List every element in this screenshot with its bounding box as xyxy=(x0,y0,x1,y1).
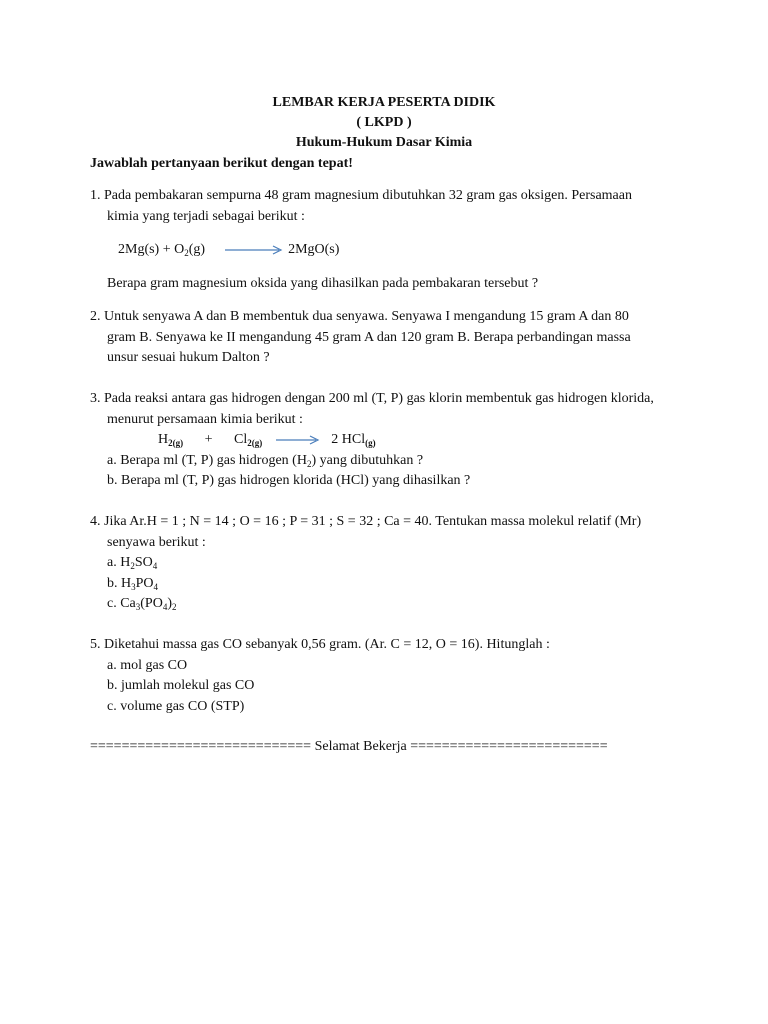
question-3 xyxy=(90,389,710,492)
question-1-question: Berapa gram magnesium oksida yang dihasilkan pada pembakaran tersebut ? xyxy=(107,275,539,291)
eq3-chlorine: $Cl_{2(g)}$ xyxy=(234,432,263,448)
question-4-line-2: senyawa berikut : xyxy=(107,534,206,550)
question-2-line-1: 2. Untuk senyawa A dan B membentuk dua senyawa. Senyawa I mengandung 15 gram A dan 80 xyxy=(90,309,629,324)
question-3-equation xyxy=(90,430,710,451)
worksheet-topic: Hukum-Hukum Dasar Kimia xyxy=(295,135,473,150)
reaction-arrow-icon xyxy=(276,435,322,445)
instruction-text: Jawablah pertanyaan berikut dengan tepat! xyxy=(90,156,353,171)
question-3-item-b: b. Berapa ml (T, P) gas hidrogen klorida (HCl) yang dihasilkan ? xyxy=(107,473,471,488)
question-3-item-a: a. Berapa ml (T, P) gas hidrogen $(H_2)$ yang dibutuhkan ? xyxy=(107,452,424,469)
eq1-reactants: $2Mg(s) + O_2(g)$ xyxy=(118,242,206,258)
worksheet-subtitle: ( LKPD ) xyxy=(356,115,412,130)
eq3-product: 2 HCl$_{(g)}$ xyxy=(331,432,376,448)
question-2-line-2: gram B. Senyawa ke II mengandung 45 gram A dan 120 gram B. Berapa perbandingan massa xyxy=(107,329,631,345)
reaction-arrow-icon xyxy=(225,245,285,255)
question-5 xyxy=(90,635,710,717)
question-5-line-1: 5. Diketahui massa gas CO sebanyak 0,56 gram. (Ar. C = 12, O = 16). Hitunglah : xyxy=(90,637,550,652)
worksheet-header xyxy=(0,93,768,153)
question-5-item-a: a. mol gas CO xyxy=(107,657,188,673)
question-1-line-1: 1. Pada pembakaran sempurna 48 gram magnesium dibutuhkan 32 gram gas oksigen. Persamaan xyxy=(90,188,632,203)
question-2 xyxy=(90,307,710,369)
eq1-product: 2MgO(s) xyxy=(288,242,340,257)
question-3-line-1: 3. Pada reaksi antara gas hidrogen dengan 200 ml (T, P) gas klorin membentuk gas hidrogen klorida, xyxy=(90,391,654,406)
question-2-line-3: unsur sesuai hukum Dalton ? xyxy=(107,350,270,365)
question-4-item-a: a. $H_2SO_4$ xyxy=(107,555,158,571)
question-4-line-1: 4. Jika Ar.H = 1 ; N = 14 ; O = 16 ; P = 31 ; S = 32 ; Ca = 40. Tentukan massa molekul relatif (Mr) xyxy=(90,514,642,529)
question-1 xyxy=(90,186,710,294)
eq3-plus: + xyxy=(204,432,213,447)
question-1-equation xyxy=(90,240,710,261)
question-4 xyxy=(90,512,710,615)
question-1-line-2: kimia yang terjadi sebagai berikut : xyxy=(107,208,305,224)
question-4-item-b: b. $H_3PO_4$ xyxy=(107,575,159,592)
question-5-item-b: b. jumlah molekul gas CO xyxy=(107,678,255,693)
closing-line: ============================ Selamat Bekerja ========================= xyxy=(90,739,608,754)
question-4-item-c: c. $Ca_3(PO_4)_2$ xyxy=(107,596,177,612)
question-3-line-2: menurut persamaan kimia berikut : xyxy=(107,411,303,427)
question-5-item-c: c. volume gas CO (STP) xyxy=(107,698,245,714)
worksheet-title: LEMBAR KERJA PESERTA DIDIK xyxy=(272,95,496,110)
eq3-hydrogen: $H_{2(g)}$ xyxy=(158,432,184,448)
